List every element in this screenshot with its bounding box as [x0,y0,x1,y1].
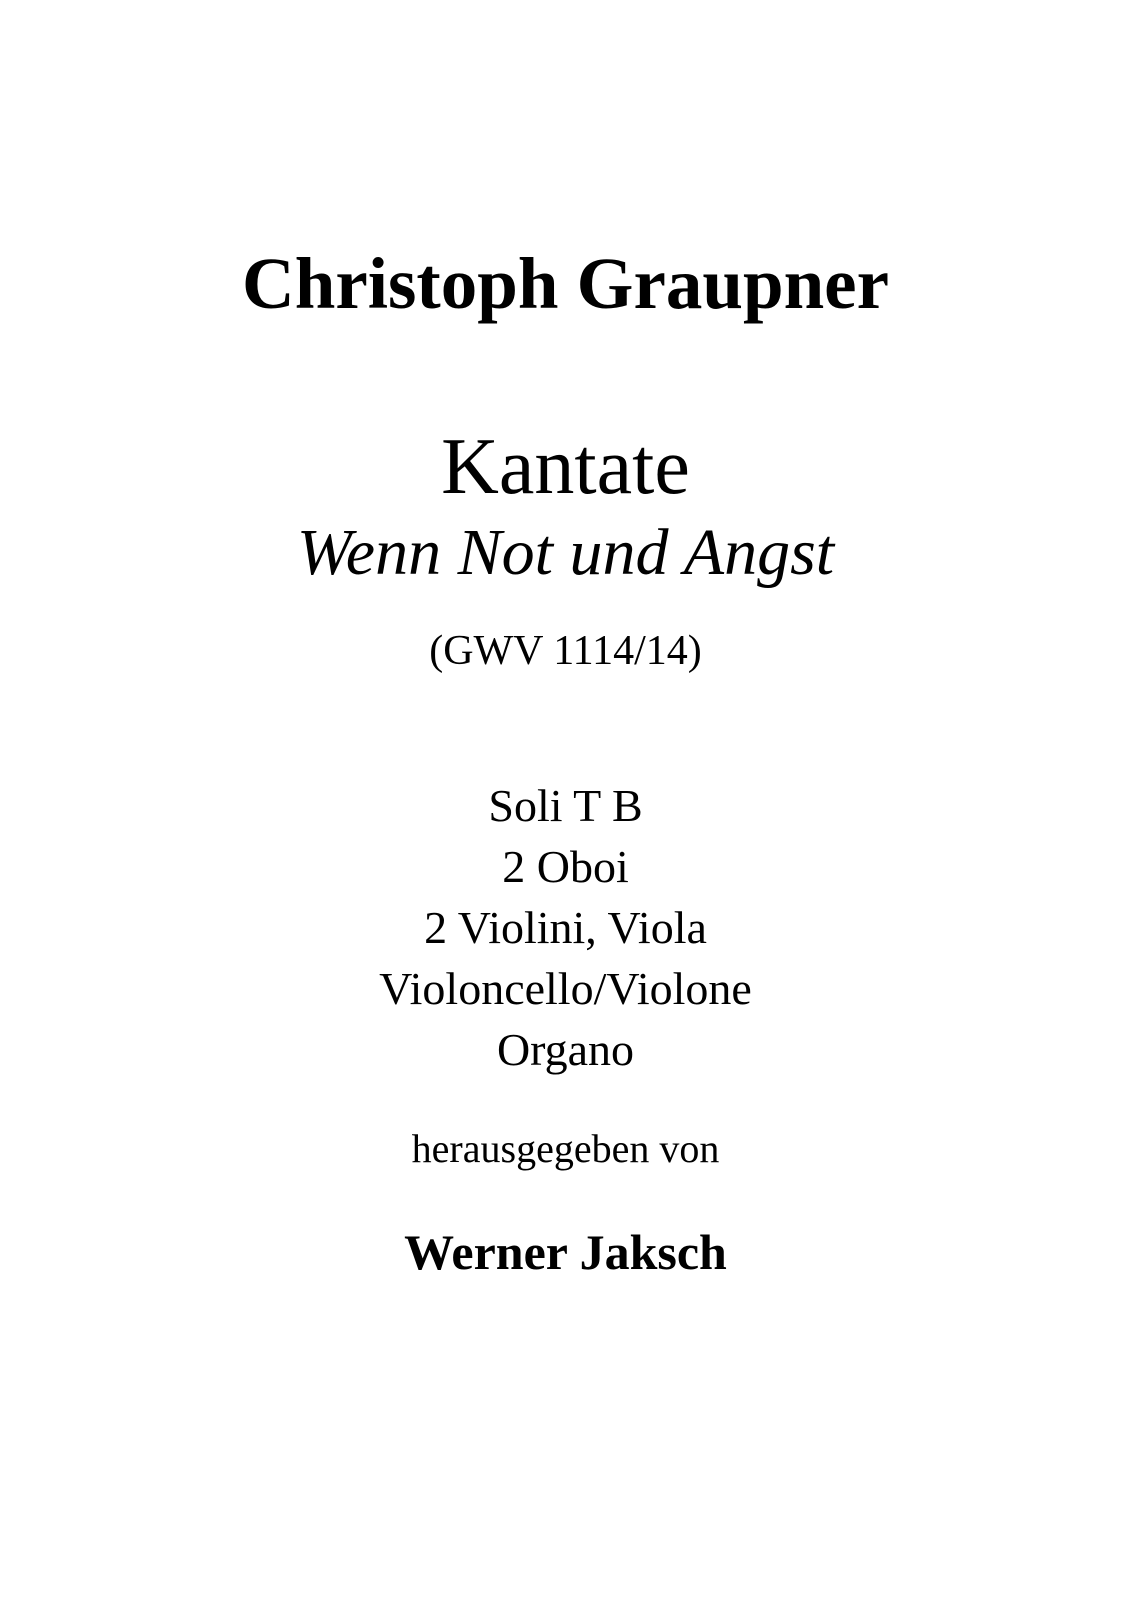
work-title: Wenn Not und Angst [296,516,835,589]
work-genre: Kantate [441,423,690,511]
scoring-list [0,775,1131,1080]
edited-by-label: herausgegeben von [411,1126,720,1171]
scoring-item: Violoncello/Violone [379,963,752,1014]
editor-name: Werner Jaksch [404,1224,727,1280]
scoring-item: Soli T B [488,780,643,831]
scoring-item: 2 Violini, Viola [424,902,707,953]
scoring-item: 2 Oboi [502,841,629,892]
composer-name: Christoph Graupner [242,243,889,324]
catalog-number: (GWV 1114/14) [429,628,702,674]
scoring-item: Organo [496,1024,635,1075]
